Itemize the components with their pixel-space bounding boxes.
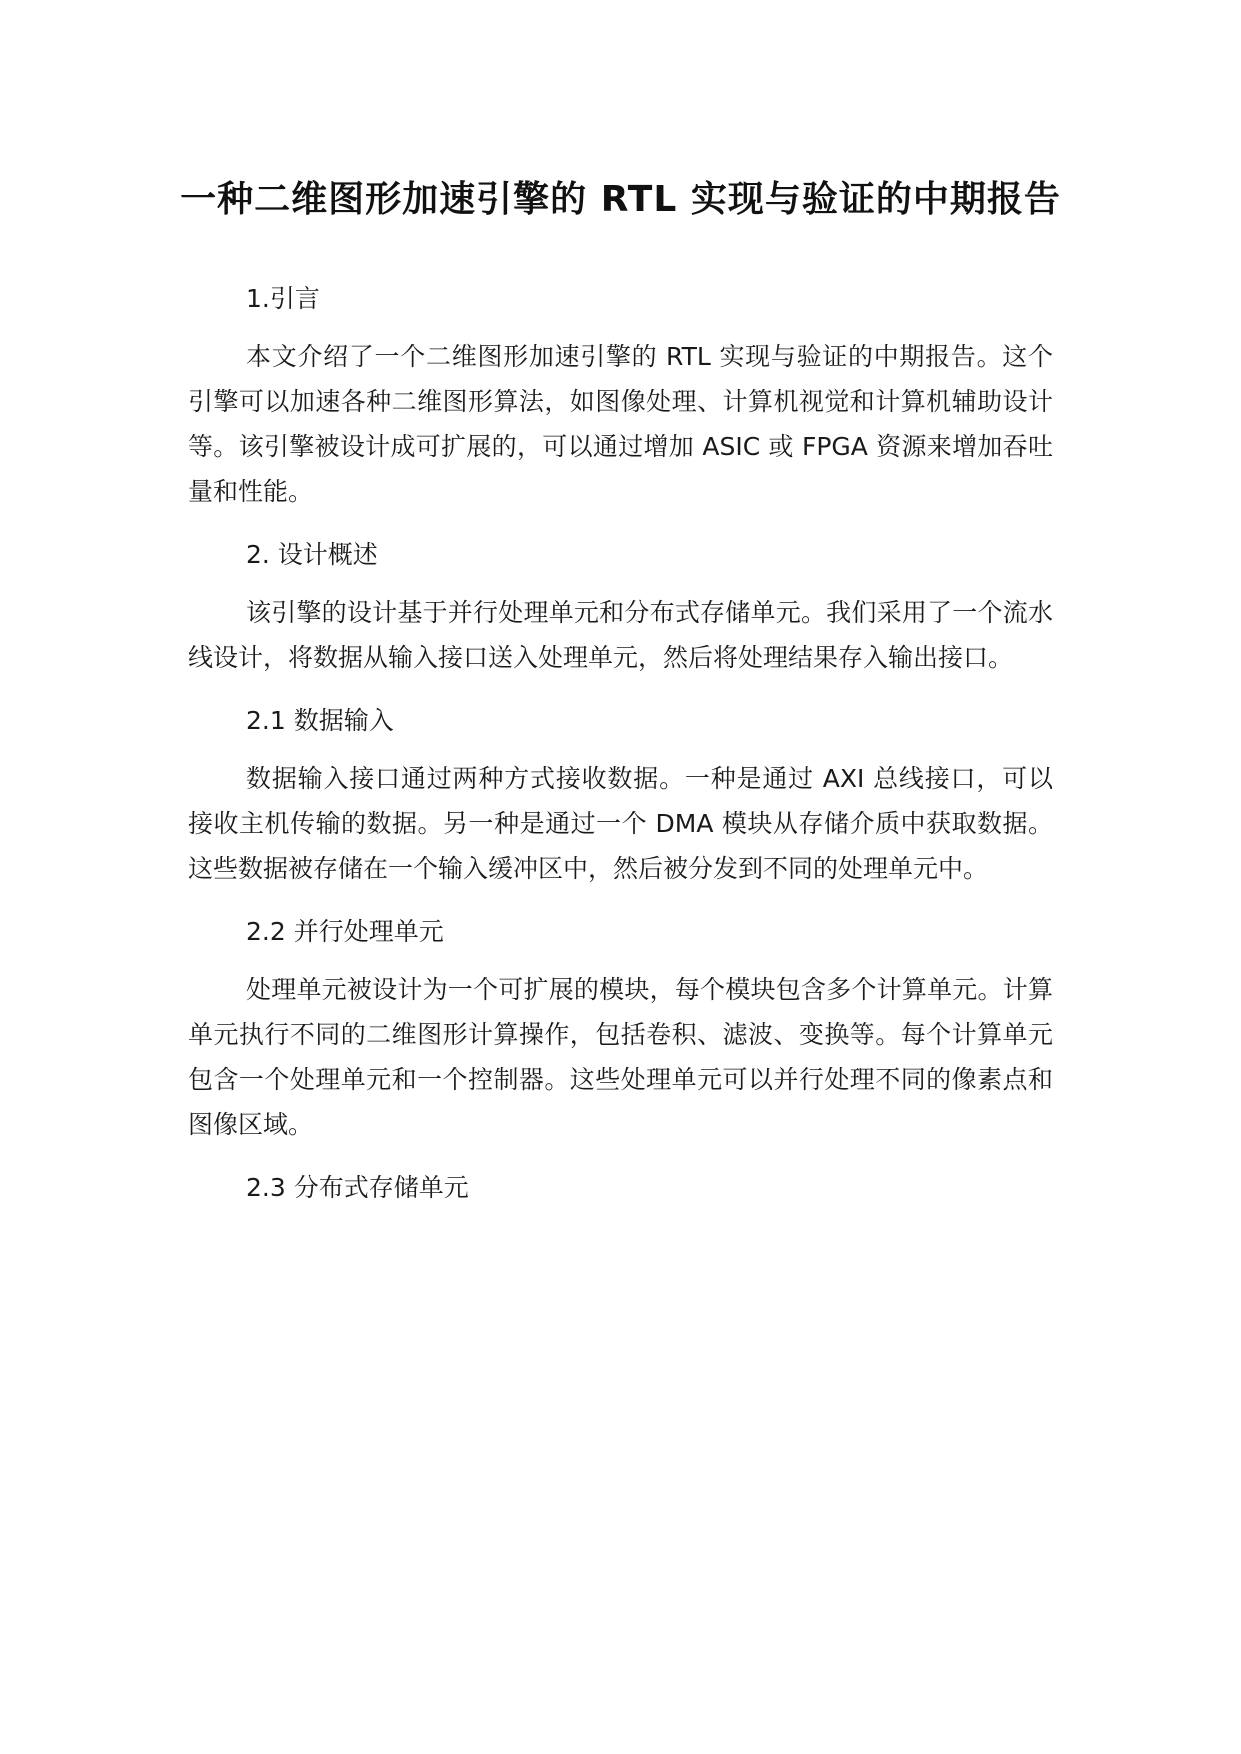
section-heading-distributed-storage: 2.3 分布式存储单元 bbox=[246, 1173, 469, 1202]
section-heading-data-input: 2.1 数据输入 bbox=[246, 706, 394, 735]
section-heading-design-overview: 2. 设计概述 bbox=[246, 540, 378, 569]
section-heading-parallel-processing: 2.2 并行处理单元 bbox=[246, 917, 444, 946]
section-paragraph-introduction: 本文介绍了一个二维图形加速引擎的 RTL 实现与验证的中期报告。这个引擎可以加速各种二维图形算法，如图像处理、计算机视觉和计算机辅助设计等。该引擎被设计成可扩展的，可以通过增加 ASIC 或 FPGA 资源来增加吞吐量和性能。 bbox=[188, 342, 1053, 506]
section-heading-introduction: 1.引言 bbox=[246, 284, 320, 313]
section-paragraph-data-input: 数据输入接口通过两种方式接收数据。一种是通过 AXI 总线接口，可以接收主机传输的数据。另一种是通过一个 DMA 模块从存储介质中获取数据。这些数据被存储在一个输入缓冲区中，然后被分发到不同的处理单元中。 bbox=[188, 764, 1053, 883]
section-paragraph-design-overview: 该引擎的设计基于并行处理单元和分布式存储单元。我们采用了一个流水线设计，将数据从输入接口送入处理单元，然后将处理结果存入输出接口。 bbox=[188, 598, 1053, 672]
document-title: 一种二维图形加速引擎的 RTL 实现与验证的中期报告 bbox=[180, 179, 1061, 220]
document-body bbox=[188, 276, 1053, 1211]
section-paragraph-parallel-processing: 处理单元被设计为一个可扩展的模块，每个模块包含多个计算单元。计算单元执行不同的二维图形计算操作，包括卷积、滤波、变换等。每个计算单元包含一个处理单元和一个控制器。这些处理单元可以并行处理不同的像素点和图像区域。 bbox=[188, 975, 1053, 1139]
